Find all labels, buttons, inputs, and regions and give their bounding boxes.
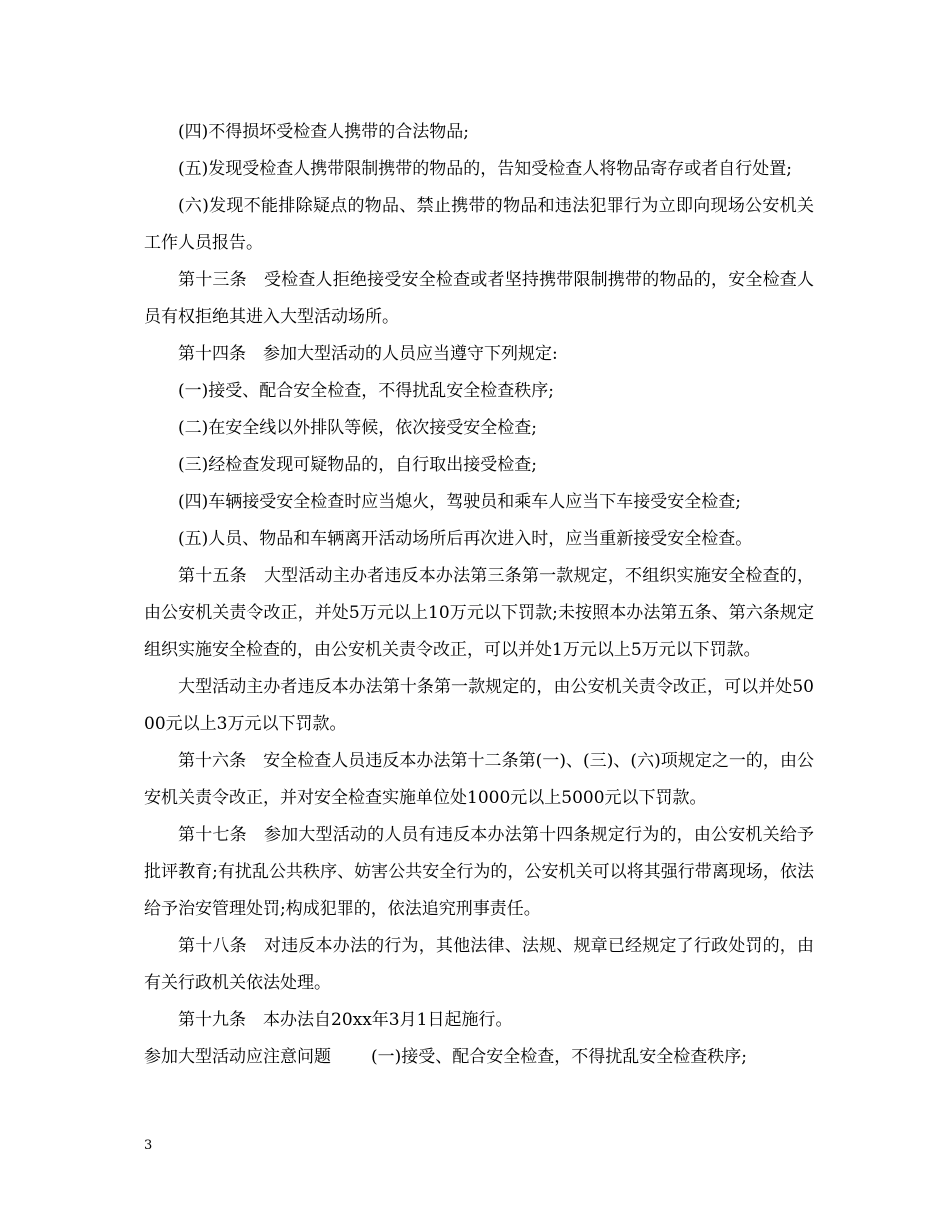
paragraph: 第十七条 参加大型活动的人员有违反本办法第十四条规定行为的，由公安机关给予批评教育;有扰乱公共秩序、妨害公共安全行为的，公安机关可以将其强行带离现场，依法给予治安管理处罚;构成犯罪的，依法追究刑事责任。 [144,825,814,919]
paragraph: 第十三条 受检查人拒绝接受安全检查或者坚持携带限制携带的物品的，安全检查人员有权拒绝其进入大型活动场所。 [144,270,814,327]
paragraph: (五)发现受检查人携带限制携带的物品的，告知受检查人将物品寄存或者自行处置; [178,159,792,179]
paragraph: (四)车辆接受安全检查时应当熄火，驾驶员和乘车人应当下车接受安全检查; [178,492,741,512]
closing-text: (一)接受、配合安全检查，不得扰乱安全检查秩序; [371,1047,747,1067]
paragraph: (一)接受、配合安全检查，不得扰乱安全检查秩序; [178,381,554,401]
page-number: 3 [144,1138,153,1153]
paragraph: (五)人员、物品和车辆离开活动场所后再次进入时，应当重新接受安全检查。 [178,529,753,549]
document-body [144,114,814,1076]
paragraph: 第十九条 本办法自20xx年3月1日起施行。 [178,1010,513,1030]
closing-line [144,1039,814,1076]
paragraph: 第十六条 安全检查人员违反本办法第十二条第(一)、(三)、(六)项规定之一的，由公安机关责令改正，并对安全检查实施单位处1000元以上5000元以下罚款。 [144,751,814,808]
paragraph: (四)不得损坏受检查人携带的合法物品; [178,122,469,142]
paragraph: 第十四条 参加大型活动的人员应当遵守下列规定: [178,344,558,364]
paragraph: 第十八条 对违反本办法的行为，其他法律、法规、规章已经规定了行政处罚的，由有关行政机关依法处理。 [144,936,814,993]
paragraph: (三)经检查发现可疑物品的，自行取出接受检查; [178,455,537,475]
closing-title: 参加大型活动应注意问题 [144,1047,331,1067]
paragraph: (二)在安全线以外排队等候，依次接受安全检查; [178,418,537,438]
paragraph: 大型活动主办者违反本办法第十条第一款规定的，由公安机关责令改正，可以并处5000元以上3万元以下罚款。 [144,677,814,734]
paragraph: 第十五条 大型活动主办者违反本办法第三条第一款规定，不组织实施安全检查的，由公安机关责令改正，并处5万元以上10万元以下罚款;未按照本办法第五条、第六条规定组织实施安全检查的，由公安机关责令改正，可以并处1万元以上5万元以下罚款。 [144,566,814,660]
paragraph: (六)发现不能排除疑点的物品、禁止携带的物品和违法犯罪行为立即向现场公安机关工作人员报告。 [144,196,814,253]
